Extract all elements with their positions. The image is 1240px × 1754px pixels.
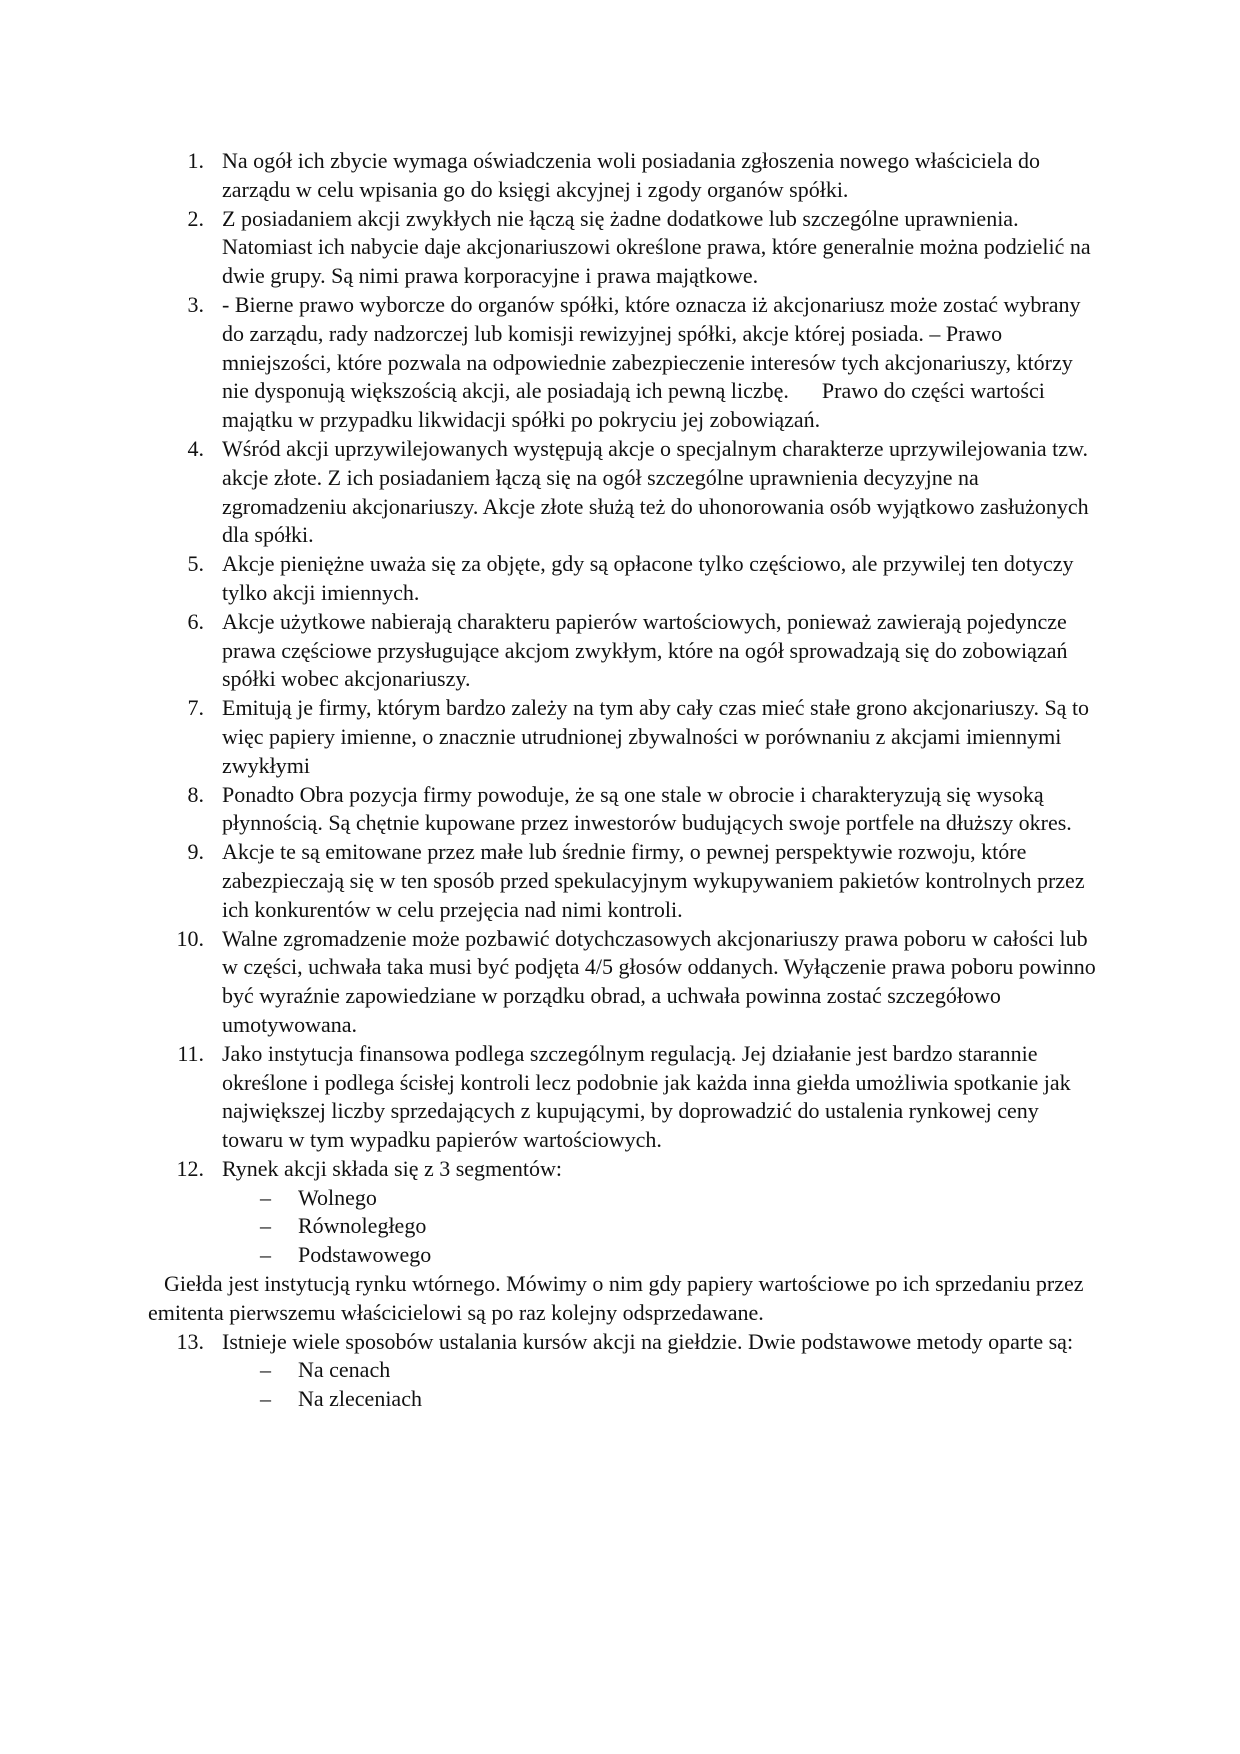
item-text: Akcje te są emitowane przez małe lub średnie firmy, o pewnej perspektywie rozwoju, które zabezpieczają się w ten sposób przed spekulacyjnym wykupywaniem pakietów kontrolnych przez ich konkurentów w celu przejęcia nad nimi kontroli. (222, 839, 1085, 922)
item-text: Akcje pieniężne uważa się za objęte, gdy są opłacone tylko częściowo, ale przywilej ten dotyczy tylko akcji imiennych. (222, 551, 1074, 605)
segment-label: Wolnego (298, 1184, 377, 1210)
list-item (150, 694, 1100, 780)
list-item (150, 608, 1100, 694)
item-number: 11. (177, 1040, 204, 1066)
list-item (150, 1155, 1100, 1184)
segment-label: Równoległego (298, 1213, 427, 1239)
item-number: 2. (187, 205, 204, 231)
dash-bullet: – (260, 1357, 271, 1383)
item-text: Istnieje wiele sposobów ustalania kursów akcji na giełdzie. Dwie podstawowe metody oparte są: (222, 1328, 1074, 1354)
item-text: Z posiadaniem akcji zwykłych nie łączą się żadne dodatkowe lub szczególne uprawnienia. Natomiast ich nabycie daje akcjonariuszowi określone prawa, które generalnie można podzielić na dwie grupy. Są nimi prawa korporacyjne i prawa majątkowe. (222, 205, 1091, 289)
item-number: 8. (187, 781, 204, 807)
document-body (150, 147, 1100, 1414)
item-text: Ponadto Obra pozycja firmy powoduje, że są one stale w obrocie i charakteryzują się wysoką płynnością. Są chętnie kupowane przez inwestorów budujących swoje portfele na dłuższy okres. (222, 781, 1072, 836)
list-item (150, 147, 1100, 205)
segment-label: Podstawowego (298, 1242, 432, 1268)
method-item (150, 1356, 1100, 1385)
dash-bullet: – (260, 1213, 271, 1239)
list-item (150, 435, 1100, 550)
item-text: Akcje użytkowe nabierają charakteru papierów wartościowych, ponieważ zawierają pojedyncze prawa częściowe przysługujące akcjom zwykłym, które na ogół sprowadzają się do zobowiązań spółki wobec akcjonariuszy. (222, 608, 1068, 692)
list-item (150, 1040, 1100, 1155)
list-item (150, 550, 1100, 608)
item-number: 13. (176, 1328, 204, 1354)
list-item (150, 838, 1100, 924)
item-number: 5. (187, 551, 204, 577)
methods-list (150, 1356, 1100, 1414)
item-text: Emitują je firmy, którym bardzo zależy na tym aby cały czas mieć stałe grono akcjonariuszy. Są to więc papiery imienne, o znacznie utrudnionej zbywalności w porównaniu z akcjami imiennymi zwykłymi (222, 695, 1090, 778)
item-number: 9. (187, 839, 204, 865)
list-item (150, 1328, 1100, 1357)
segment-item (150, 1241, 1100, 1270)
method-label: Na cenach (298, 1357, 391, 1383)
segment-item (150, 1212, 1100, 1241)
item-text: Na ogół ich zbycie wymaga oświadczenia woli posiadania zgłoszenia nowego właściciela do zarządu w celu wpisania go do księgi akcyjnej i zgody organów spółki. (222, 148, 1040, 202)
item-text: Jako instytucja finansowa podlega szczególnym regulacją. Jej działanie jest bardzo starannie określone i podlega ścisłej kontroli lecz podobnie jak każda inna giełda umożliwia spotkanie jak największej liczby sprzedających z kupującymi, by doprowadzić do ustalenia rynkowej ceny towaru w tym wypadku papierów wartościowych. (222, 1040, 1071, 1153)
list-item (150, 205, 1100, 291)
body-paragraph: Giełda jest instytucją rynku wtórnego. Mówimy o nim gdy papiery wartościowe po ich sprzedaniu przez emitenta pierwszemu właścicielowi są po raz kolejny odsprzedawane. (148, 1271, 1084, 1325)
segments-list (150, 1184, 1100, 1270)
item-text: Walne zgromadzenie może pozbawić dotychczasowych akcjonariuszy prawa poboru w całości lub w części, uchwała taka musi być podjęta 4/5 głosów oddanych. Wyłączenie prawa poboru powinno być wyraźnie zapowiedziane w porządku obrad, a uchwała powinna zostać szczegółowo umotywowana. (222, 925, 1096, 1037)
list-item (150, 291, 1100, 435)
item-number: 3. (187, 291, 204, 317)
item-text: Rynek akcji składa się z 3 segmentów: (222, 1155, 563, 1181)
dash-bullet: – (260, 1242, 271, 1268)
item-number: 12. (176, 1155, 204, 1181)
item-number: 1. (187, 148, 204, 173)
item-text: - Bierne prawo wyborcze do organów spółki, które oznacza iż akcjonariusz może zostać wybrany do zarządu, rady nadzorczej lub komisji rewizyjnej spółki, akcje której posiada. – Prawo mniejszości, które pozwala na odpowiednie zabezpieczenie interesów tych akcjonariuszy, którzy nie dysponują większością akcji, ale posiadają ich pewną liczbę. Prawo do części wartości majątku w przypadku likwidacji spółki po pokryciu jej zobowiązań. (222, 291, 1086, 433)
method-item (150, 1385, 1100, 1414)
dash-bullet: – (260, 1184, 271, 1210)
item-number: 4. (187, 435, 204, 461)
item-text: Wśród akcji uprzywilejowanych występują akcje o specjalnym charakterze uprzywilejowania tzw. akcje złote. Z ich posiadaniem łączą się na ogół szczególne uprawnienia decyzyjne na zgromadzeniu akcjonariuszy. Akcje złote służą też do uhonorowania osób wyjątkowo zasłużonych dla spółki. (222, 435, 1089, 548)
item-number: 6. (187, 608, 204, 634)
list-item (150, 781, 1100, 839)
item-number: 10. (176, 925, 204, 951)
dash-bullet: – (260, 1386, 271, 1412)
method-label: Na zleceniach (298, 1386, 422, 1412)
list-item (150, 925, 1100, 1040)
segment-item (150, 1184, 1100, 1213)
item-number: 7. (187, 695, 204, 721)
